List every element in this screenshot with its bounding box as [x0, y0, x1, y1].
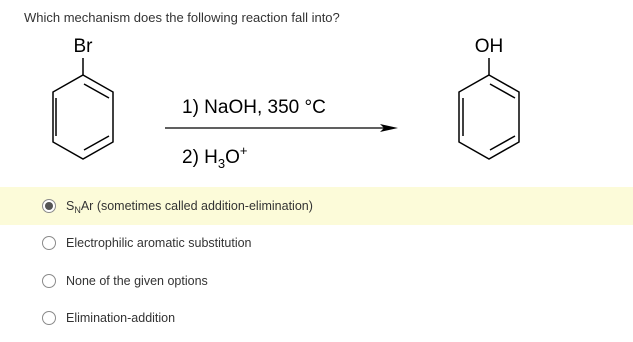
reagent-step-1: 1) NaOH, 350 °C	[182, 97, 326, 118]
option-electrophilic-aromatic-substitution[interactable]	[0, 225, 633, 263]
option-label-subscript: N	[74, 204, 81, 215]
reagent-step-2-o: O	[225, 147, 240, 168]
radio-button[interactable]	[42, 236, 56, 250]
option-none-of-the-given[interactable]	[0, 262, 633, 300]
reactant-substituent-label: Br	[73, 36, 93, 57]
radio-button-selected[interactable]	[42, 199, 56, 213]
radio-dot	[45, 202, 53, 210]
reagent-step-2-prefix: 2) H	[182, 147, 218, 168]
product-substituent-label: OH	[474, 36, 504, 57]
reagent-step-2-superscript: +	[239, 143, 248, 158]
bromobenzene-structure	[53, 58, 113, 159]
option-label: Electrophilic aromatic substitution	[66, 236, 252, 251]
option-label: Elimination-addition	[66, 311, 176, 326]
phenol-structure	[459, 58, 519, 159]
reaction-arrow	[165, 124, 398, 132]
radio-button[interactable]	[42, 274, 56, 288]
option-snar[interactable]	[0, 187, 633, 225]
option-label-rest: Ar (sometimes called addition-elimination)	[80, 198, 313, 213]
radio-button[interactable]	[42, 311, 56, 325]
reagent-step-2-subscript: 3	[217, 156, 226, 171]
question-text: Which mechanism does the following reaction fall into?	[24, 10, 340, 25]
option-label-prefix: S	[66, 198, 75, 213]
option-label	[66, 199, 313, 213]
option-label: None of the given options	[66, 273, 208, 288]
reagent-step-2	[182, 143, 248, 171]
answer-options	[0, 187, 633, 337]
option-elimination-addition[interactable]	[0, 300, 633, 338]
